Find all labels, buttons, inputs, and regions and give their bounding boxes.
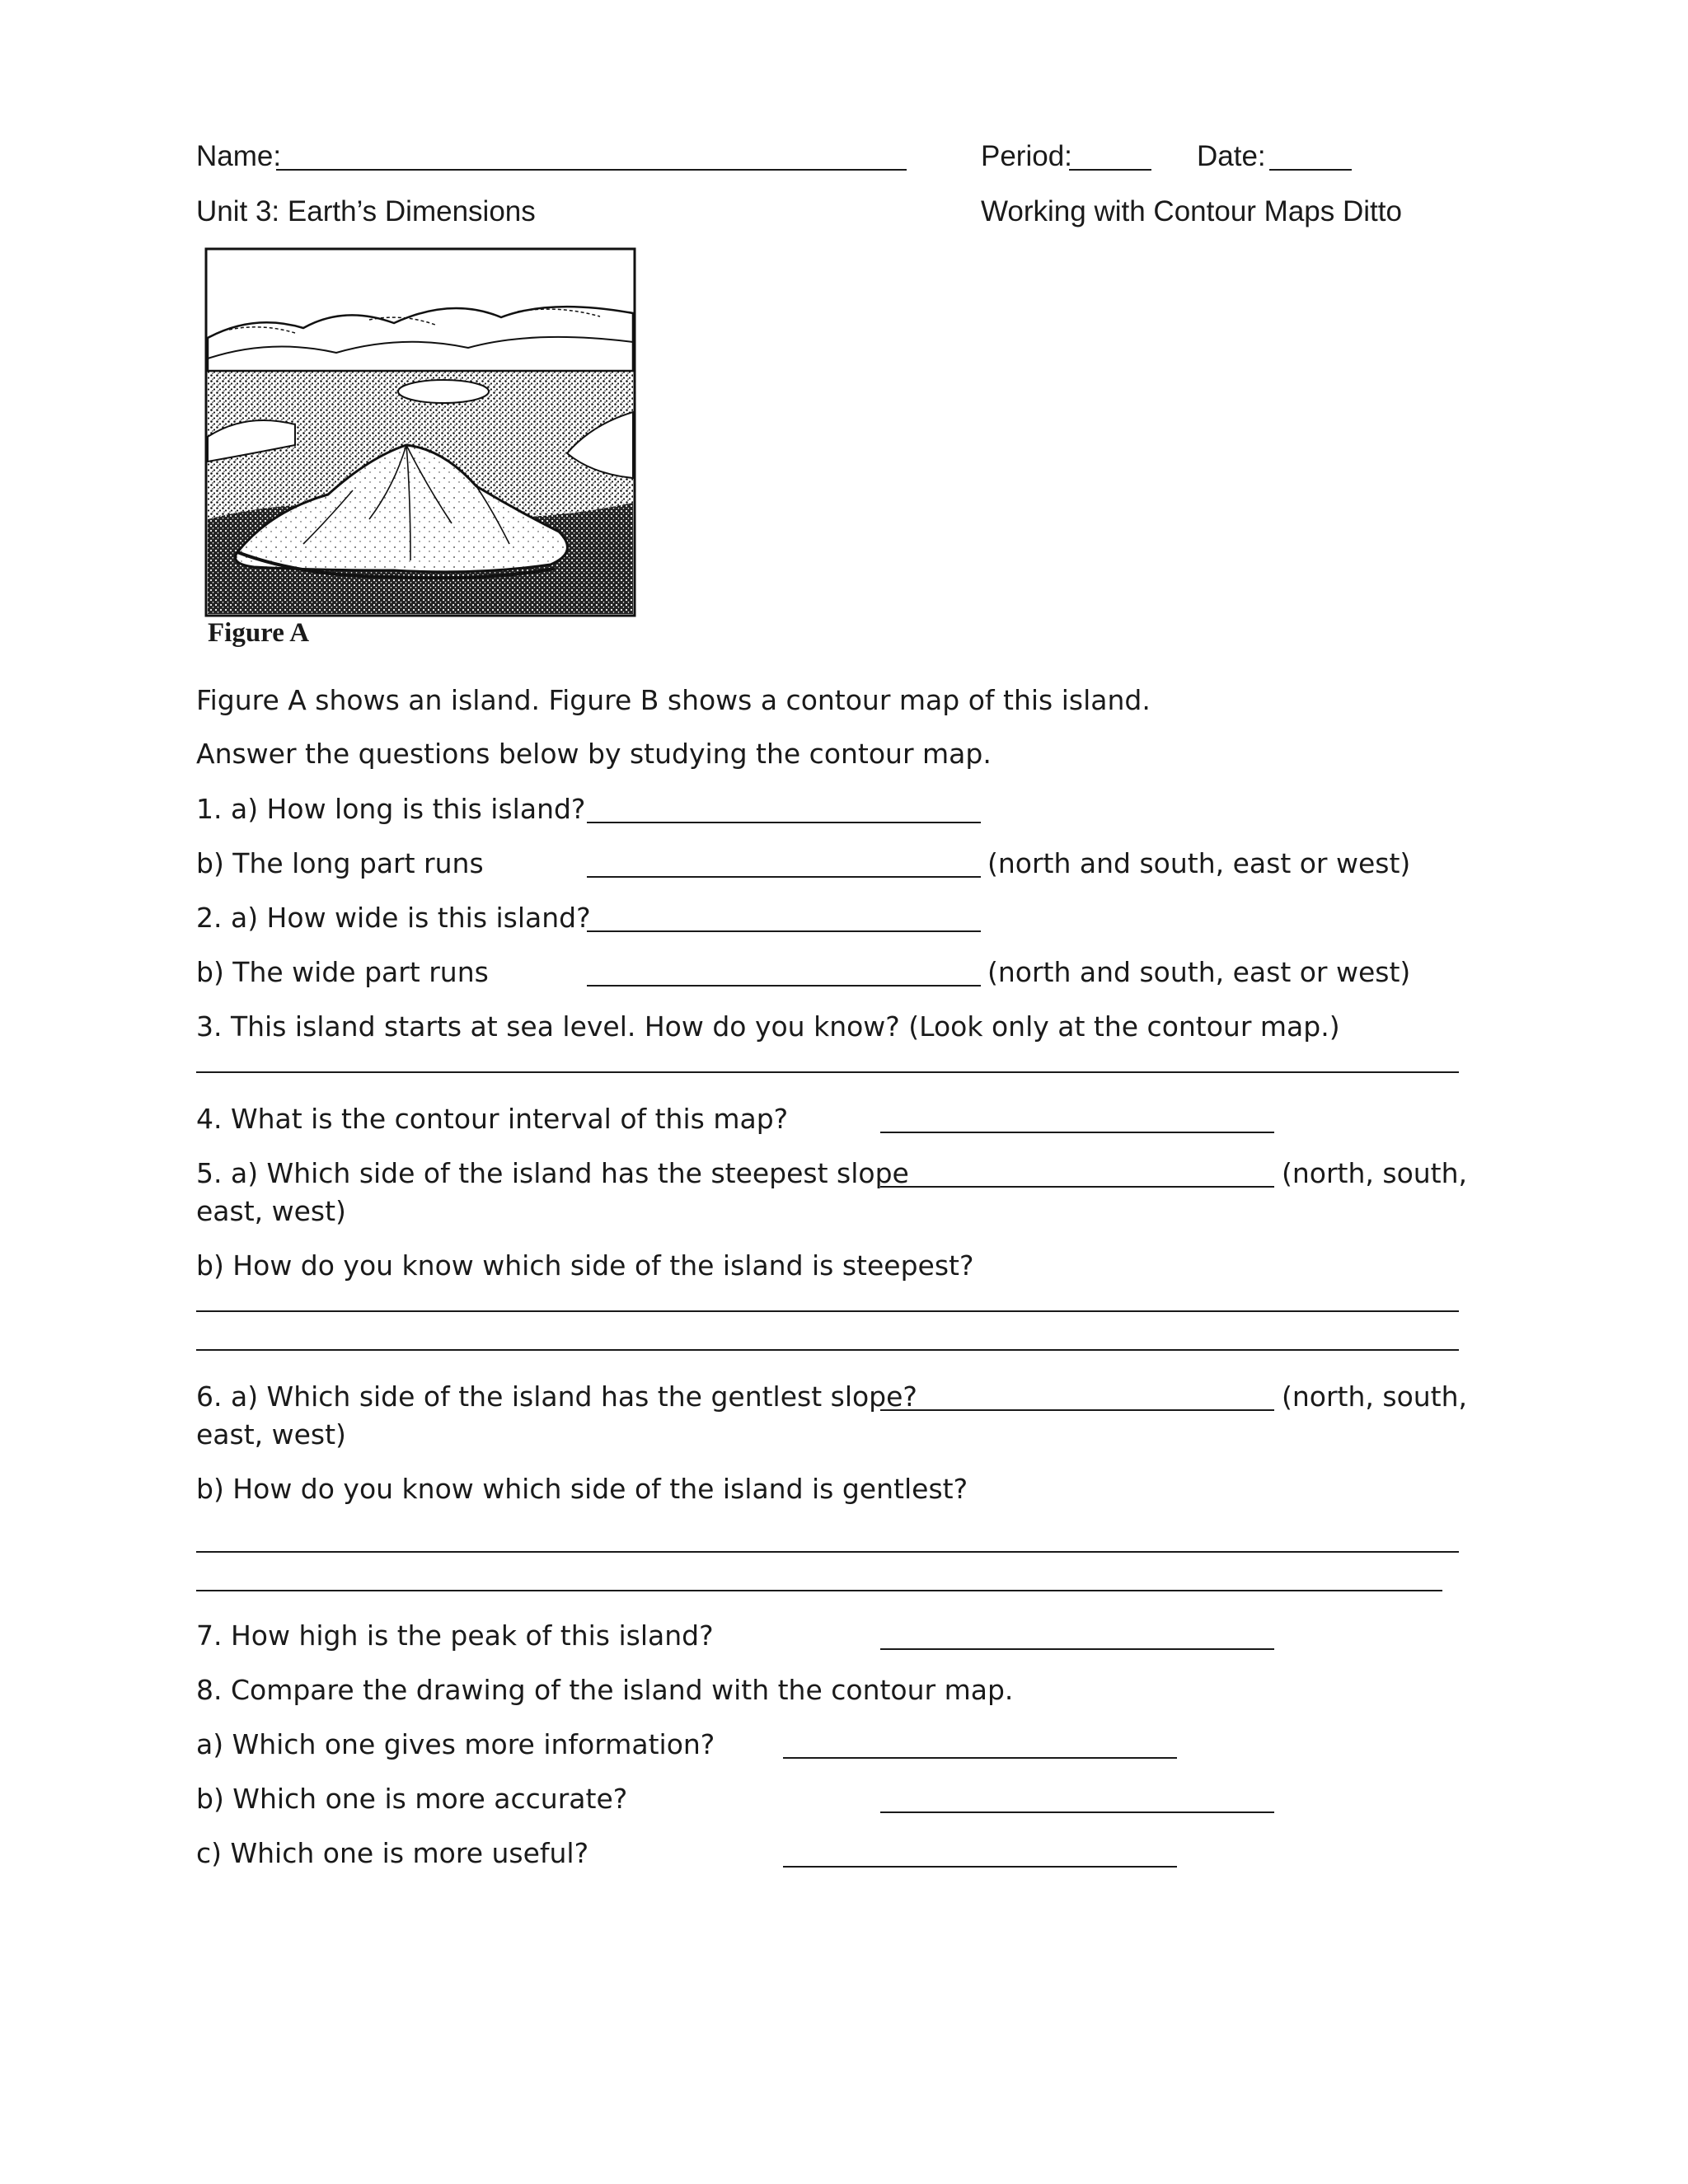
question-3: 3. This island starts at sea level. How do you know? (Look only at the contour map.) <box>196 1010 1340 1043</box>
question-6a-hint: (north, south, <box>1282 1380 1468 1413</box>
answer-8c[interactable] <box>783 1866 1177 1868</box>
answer-3[interactable] <box>196 1071 1459 1073</box>
answer-7[interactable] <box>880 1648 1274 1650</box>
date-label: Date: <box>1197 140 1266 172</box>
answer-2b[interactable] <box>587 985 981 987</box>
question-1b: b) The long part runs <box>196 847 484 879</box>
date-field[interactable] <box>1269 169 1352 171</box>
answer-5b-line-1[interactable] <box>196 1310 1459 1312</box>
answer-8b[interactable] <box>880 1811 1274 1813</box>
question-5b: b) How do you know which side of the island is steepest? <box>196 1249 974 1282</box>
question-2a: 2. a) How wide is this island? <box>196 902 591 934</box>
period-field[interactable] <box>1069 169 1151 171</box>
question-6b: b) How do you know which side of the island is gentlest? <box>196 1473 968 1505</box>
question-5a-hint: (north, south, <box>1282 1157 1468 1189</box>
question-2b-hint: (north and south, east or west) <box>987 956 1411 988</box>
period-label: Period: <box>981 140 1072 172</box>
question-4: 4. What is the contour interval of this map? <box>196 1103 789 1135</box>
answer-1b[interactable] <box>587 876 981 878</box>
question-5a: 5. a) Which side of the island has the steepest slope <box>196 1157 909 1189</box>
answer-5a[interactable] <box>880 1186 1274 1188</box>
intro-line-1: Figure A shows an island. Figure B shows a contour map of this island. <box>196 684 1151 716</box>
unit-label: Unit 3: Earth’s Dimensions <box>196 195 536 227</box>
question-1a: 1. a) How long is this island? <box>196 793 586 825</box>
answer-1a[interactable] <box>587 822 981 823</box>
question-6a-hint-cont: east, west) <box>196 1418 346 1451</box>
question-2b: b) The wide part runs <box>196 956 489 988</box>
answer-8a[interactable] <box>783 1757 1177 1759</box>
answer-6a[interactable] <box>880 1409 1274 1411</box>
question-8a: a) Which one gives more information? <box>196 1728 715 1760</box>
answer-5b-line-2[interactable] <box>196 1349 1459 1351</box>
question-6a: 6. a) Which side of the island has the gentlest slope? <box>196 1380 917 1413</box>
answer-4[interactable] <box>880 1132 1274 1133</box>
worksheet-title: Working with Contour Maps Ditto <box>981 195 1402 227</box>
question-1b-hint: (north and south, east or west) <box>987 847 1411 879</box>
question-8b: b) Which one is more accurate? <box>196 1783 628 1815</box>
question-8c: c) Which one is more useful? <box>196 1837 589 1869</box>
island-illustration <box>204 247 645 626</box>
answer-2a[interactable] <box>587 930 981 932</box>
question-7: 7. How high is the peak of this island? <box>196 1619 714 1652</box>
question-5a-hint-cont: east, west) <box>196 1195 346 1227</box>
intro-line-2: Answer the questions below by studying the contour map. <box>196 738 992 770</box>
answer-6b-line-1[interactable] <box>196 1551 1459 1553</box>
question-8: 8. Compare the drawing of the island with the contour map. <box>196 1674 1014 1706</box>
answer-6b-line-2[interactable] <box>196 1590 1442 1591</box>
figure-caption: Figure A <box>208 618 310 648</box>
name-field[interactable] <box>276 169 907 171</box>
name-label: Name: <box>196 140 282 172</box>
